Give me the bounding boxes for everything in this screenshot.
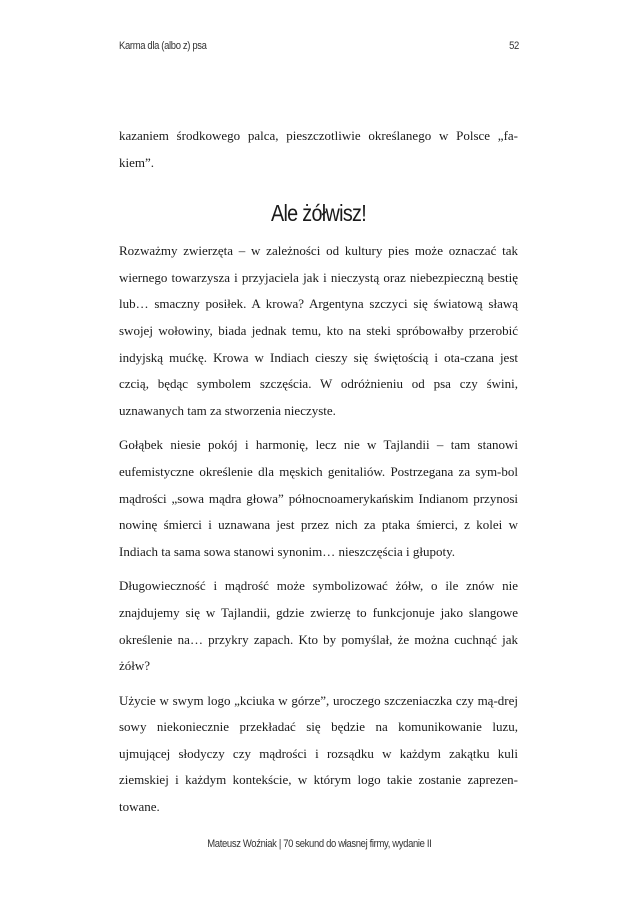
paragraph-continuation: kazaniem środkowego palca, pieszczotliwie określanego w Polsce „fa-kiem”. <box>119 128 518 170</box>
paragraph-dove-owl: Gołąbek niesie pokój i harmonię, lecz nie w Tajlandii – tam stanowi eufemistyczne określenie dla męskich genitaliów. Postrzegana za sym-bol mądrości „sowa mądra głowa” północnoamerykańskim Indianom przynosi nowinę śmierci i uznawana jest przez nich za ptaka śmierci, z kolei w Indiach ta sama sowa stanowi synonim… nieszczęścia i głupoty. <box>119 437 518 559</box>
paragraph-logo: Użycie w swym logo „kciuka w górze”, uroczego szczeniaczka czy mą-drej sowy niekoniecznie przekładać się będzie na komunikowanie luzu, ujmującej słodyczy czy mądrości i rozsądku w każdym zakątku kuli ziemskiej i każdym kontekście, w którym logo takie zostanie zaprezen-towane. <box>119 692 518 815</box>
section-title: Ale żółwisz! <box>270 200 367 227</box>
footer-text: Mateusz Woźniak | 70 sekund do własnej firmy, wydanie II <box>206 838 432 850</box>
paragraph-turtle: Długowieczność i mądrość może symbolizować żółw, o ile znów nie znajdujemy się w Tajlandii, gdzie zwierzę to funkcjonuje jako slangowe określenie na… przykry zapach. Kto by pomyślał, że można cuchnąć jak żółw? <box>119 578 518 674</box>
paragraph-animals: Rozważmy zwierzęta – w zależności od kultury pies może oznaczać tak wiernego towarzysza i przyjaciela jak i nieczystą oraz niebezpieczną bestię lub… smaczny posiłek. A krowa? Argentyna szczyci się światową sławą swojej wołowiny, biada jednak temu, kto na steki spróbowałby przerobić indyjską mućkę. Krowa w Indiach cieszy się świętością i ota-czana jest czcią, będąc symbolem szczęścia. W odróżnieniu od psa czy świni, uznawanych tam za stworzenia nieczyste. <box>119 243 518 418</box>
body-text <box>119 123 518 821</box>
page-footer <box>0 838 638 850</box>
page-header <box>119 40 519 56</box>
page-number: 52 <box>509 40 519 52</box>
running-title: Karma dla (albo z) psa <box>119 40 207 52</box>
